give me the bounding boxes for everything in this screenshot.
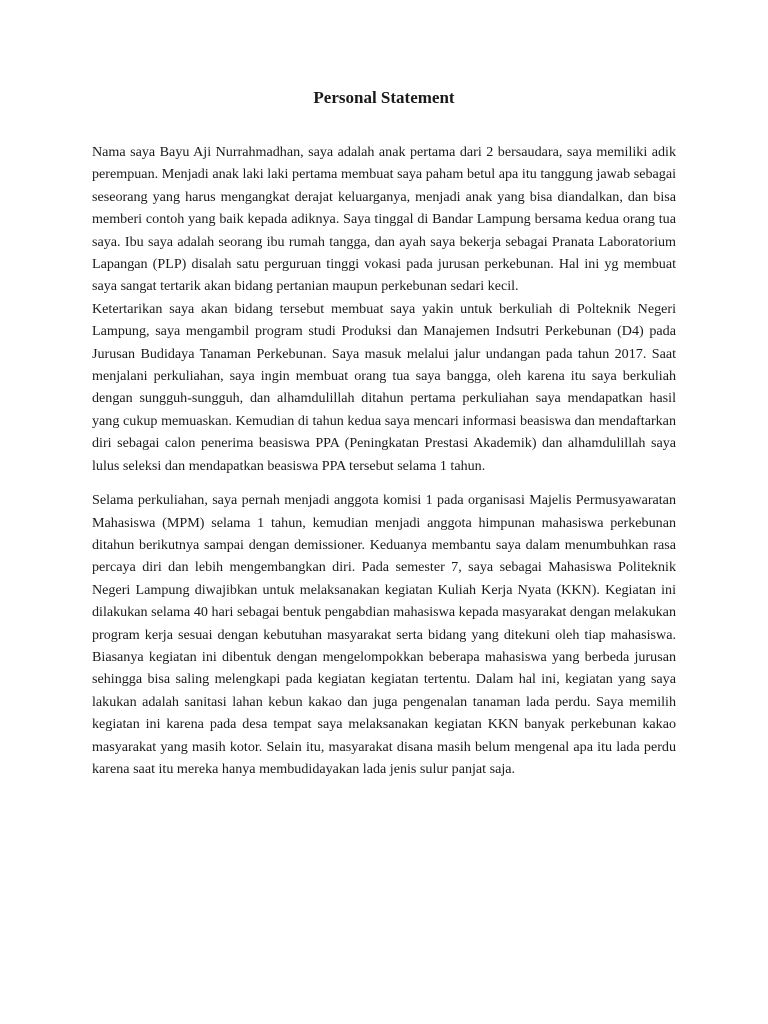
- document-body: [92, 141, 676, 780]
- document-title: Personal Statement: [313, 88, 455, 107]
- paragraph-education: Ketertarikan saya akan bidang tersebut membuat saya yakin untuk berkuliah di Polteknik Negeri Lampung, saya mengambil program studi Produksi dan Manajemen Indsutri Perkebunan (D4) pada Jurusan Budidaya Tanaman Perkebunan. Saya masuk melalui jalur undangan pada tahun 2017. Saat menjalani perkuliahan, saya ingin membuat orang tua saya bangga, oleh karena itu saya berkuliah dengan sungguh-sungguh, dan alhamdulillah ditahun pertama perkuliahan saya mendapatkan hasil yang cukup memuaskan. Kemudian di tahun kedua saya mencari informasi beasiswa dan mendaftarkan diri sebagai calon penerima beasiswa PPA (Peningkatan Prestasi Akademik) dan alhamdulillah saya lulus seleksi dan mendapatkan beasiswa PPA tersebut selama 1 tahun.: [92, 300, 676, 474]
- paragraph-family-background: Nama saya Bayu Aji Nurrahmadhan, saya adalah anak pertama dari 2 bersaudara, saya memiliki adik perempuan. Menjadi anak laki laki pertama membuat saya paham betul apa itu tanggung jawab sebagai seseorang yang harus mengangkat derajat keluarganya, menjadi anak yang bisa diandalkan, dan bisa memberi contoh yang baik kepada adiknya. Saya tinggal di Bandar Lampung bersama kedua orang tua saya. Ibu saya adalah seorang ibu rumah tangga, dan ayah saya bekerja sebagai Pranata Laboratorium Lapangan (PLP) disalah satu perguruan tinggi vokasi pada jurusan perkebunan. Hal ini yg membuat saya sangat tertarik akan bidang pertanian maupun perkebunan sedari kecil.: [92, 144, 676, 295]
- paragraph-organization-kkn: Selama perkuliahan, saya pernah menjadi anggota komisi 1 pada organisasi Majelis Permusyawaratan Mahasiswa (MPM) selama 1 tahun, kemudian menjadi anggota himpunan mahasiswa perkebunan ditahun berikutnya sampai dengan demissioner. Keduanya membantu saya dalam menumbuhkan rasa percaya diri dan lebih mengembangkan diri. Pada semester 7, saya sebagai Mahasiswa Politeknik Negeri Lampung diwajibkan untuk melaksanakan kegiatan Kuliah Kerja Nyata (KKN). Kegiatan ini dilakukan selama 40 hari sebagai bentuk pengabdian mahasiswa kepada masyarakat dengan melakukan program kerja sesuai dengan kebutuhan masyarakat serta bidang yang ditekuni oleh tiap mahasiswa. Biasanya kegiatan ini dibentuk dengan mengelompokkan beberapa mahasiswa yang berbeda jurusan sehingga bisa saling melengkapi pada kegiatan kegiatan tertentu. Dalam hal ini, kegiatan yang saya lakukan adalah sanitasi lahan kebun kakao dan juga pengenalan tanaman lada perdu. Saya memilih kegiatan ini karena pada desa tempat saya melaksanakan kegiatan KKN banyak perkebunan kakao masyarakat yang masih kotor. Selain itu, masyarakat disana masih belum mengenal apa itu lada perdu karena saat itu mereka hanya membudidayakan lada jenis sulur panjat saja.: [92, 492, 676, 777]
